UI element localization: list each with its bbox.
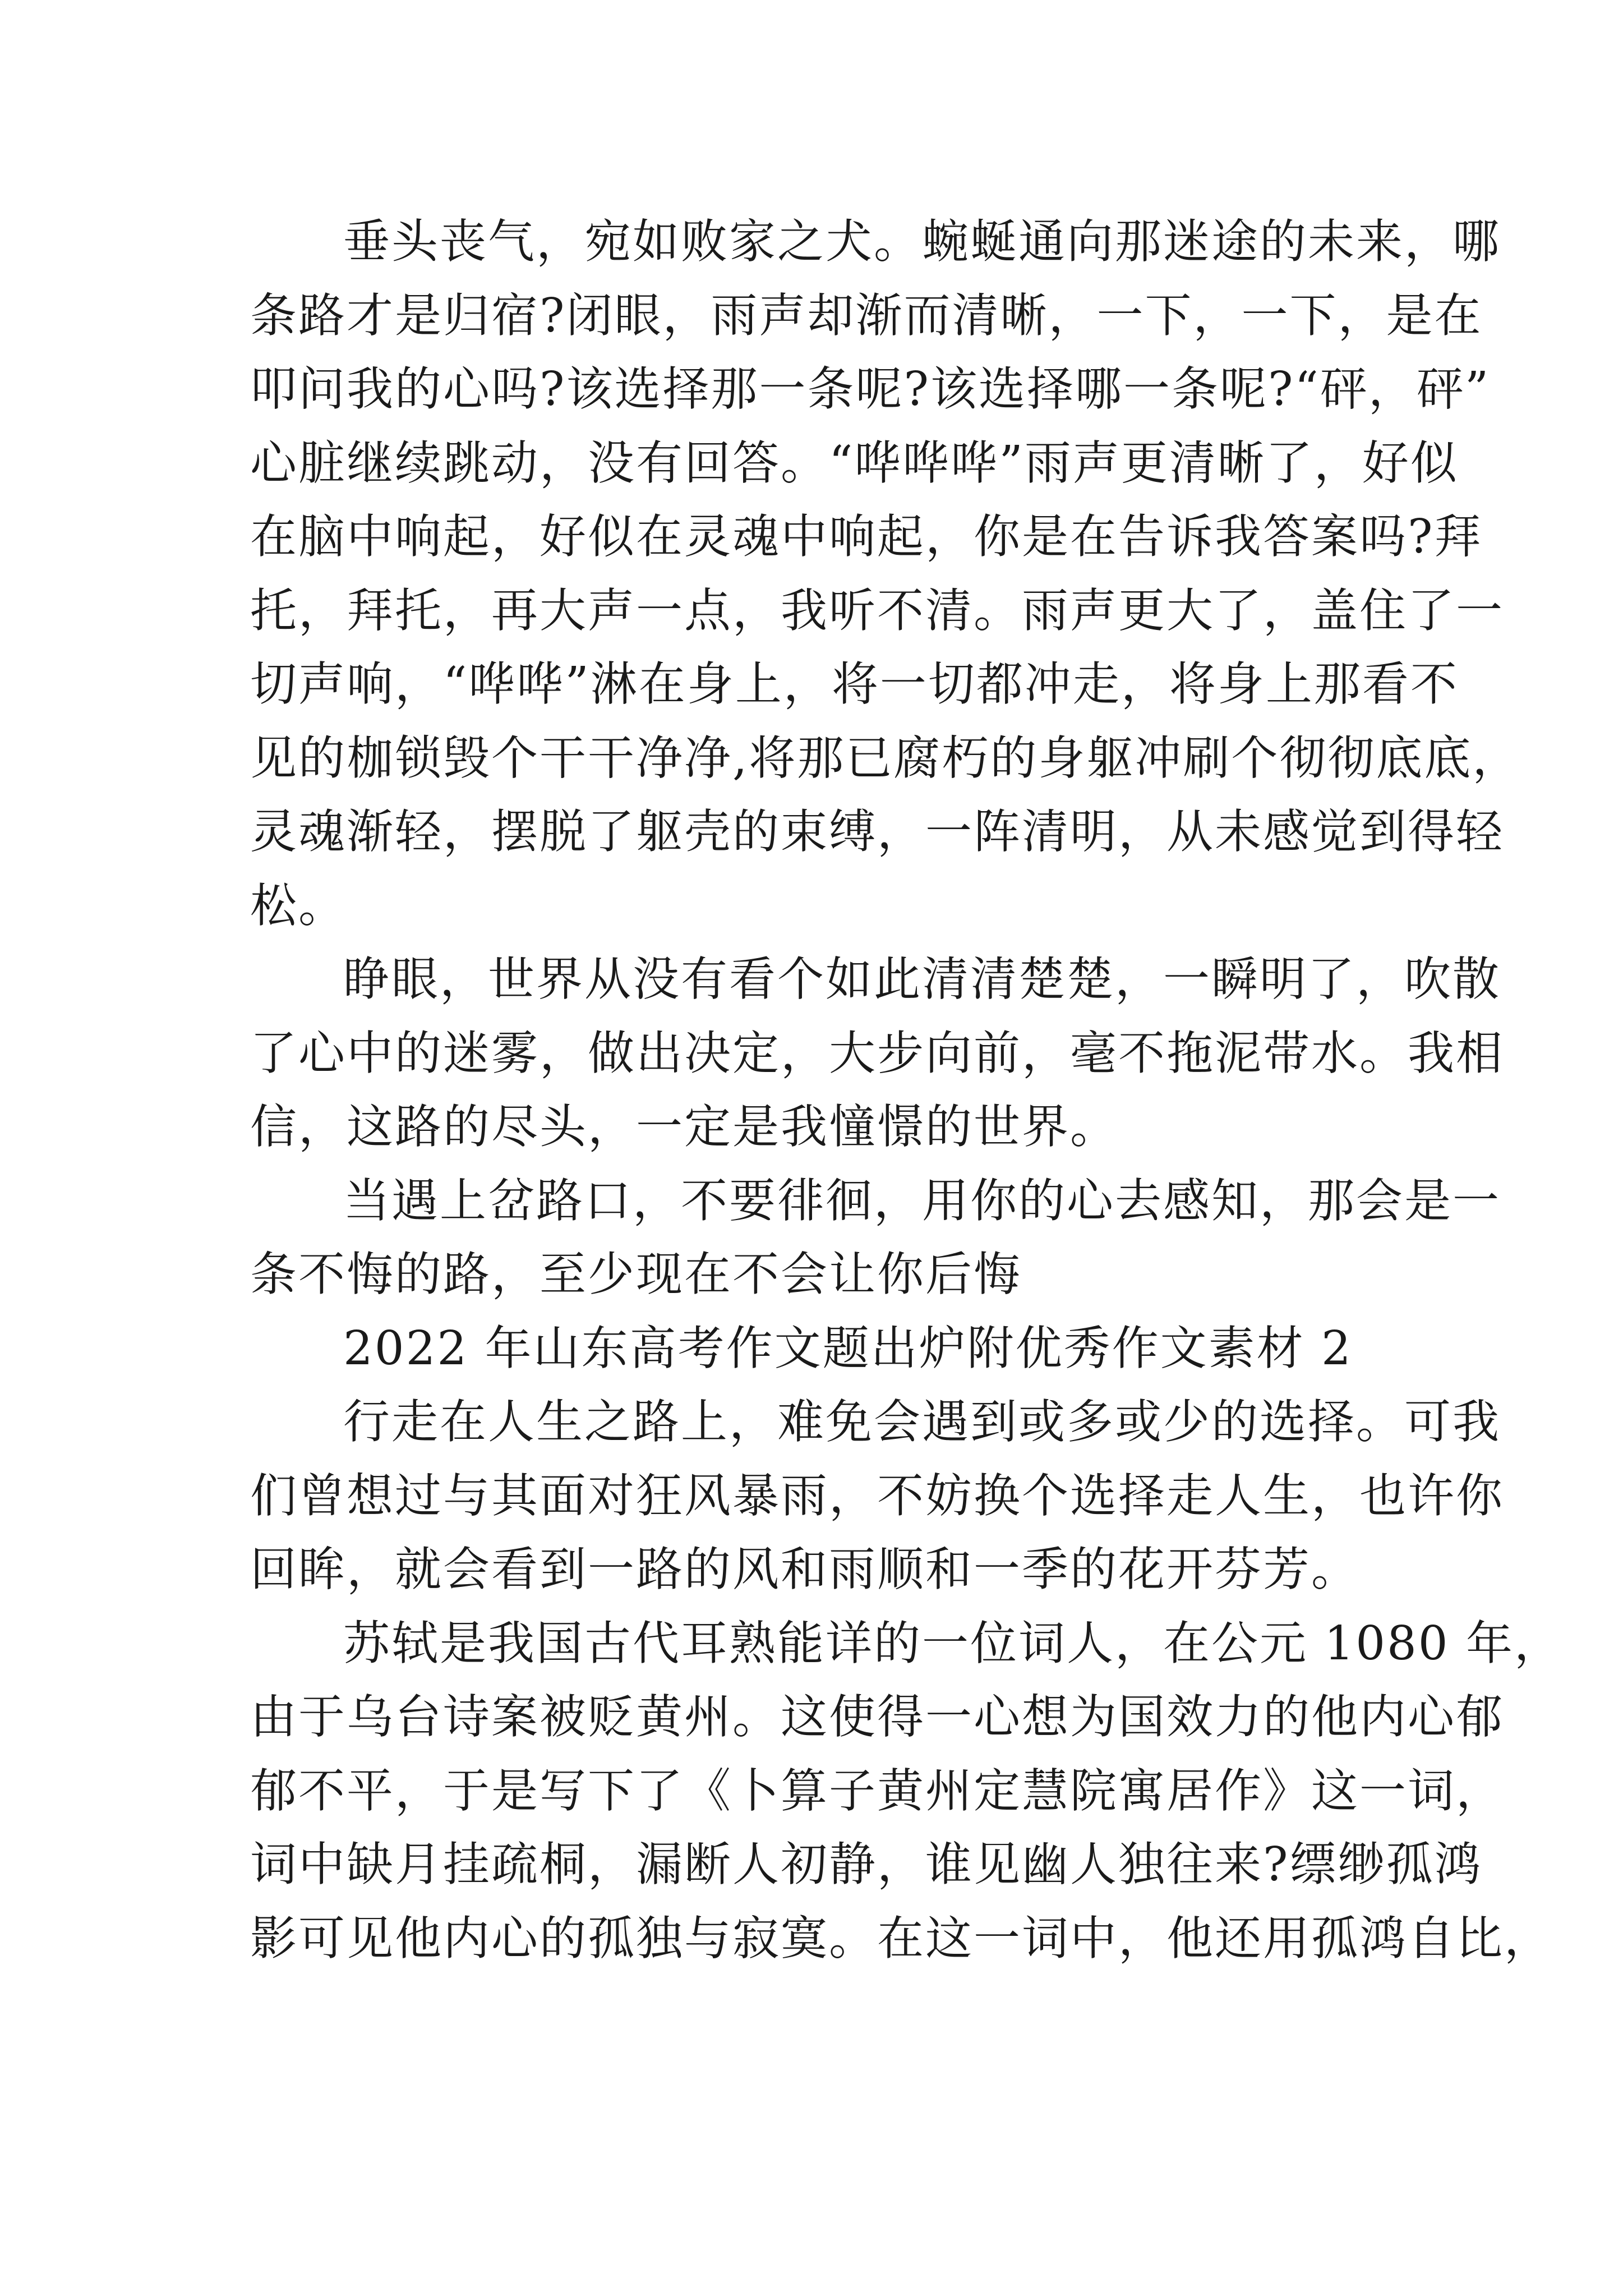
text-line: 当遇上岔路口，不要徘徊，用你的心去感知，那会是一: [343, 1173, 1501, 1228]
text-line: 叩问我的心吗?该选择那一条呢?该选择哪一条呢?“砰，砰”: [250, 362, 1491, 416]
paragraph: [250, 205, 1521, 942]
text-line: 在脑中响起，好似在灵魂中响起，你是在告诉我答案吗?拜: [250, 509, 1483, 564]
paragraph: [250, 1385, 1504, 1607]
paragraph: [250, 1164, 1501, 1312]
text-line: 们曾想过与其面对狂风暴雨，不妨换个选择走人生，也许你: [250, 1468, 1504, 1523]
text-line: 切声响，“哗哗”淋在身上，将一切都冲走，将身上那看不: [250, 657, 1459, 711]
text-line: 由于乌台诗案被贬黄州。这使得一心想为国效力的他内心郁: [250, 1690, 1504, 1744]
text-line: 影可见他内心的孤独与寂寞。在这一词中，他还用孤鸿自比，: [250, 1911, 1552, 1966]
paragraph: [250, 942, 1504, 1164]
text-line: 郁不平，于是写下了《卜算子黄州定慧院寓居作》这一词，: [250, 1763, 1504, 1818]
section-heading: [250, 1312, 1377, 1386]
text-line: 垂头丧气，宛如败家之犬。蜿蜒通向那迷途的未来，哪: [343, 214, 1501, 269]
text-line: 词中缺月挂疏桐，漏断人初静，谁见幽人独往来?缥缈孤鸿: [250, 1837, 1483, 1892]
text-line: 见的枷锁毁个干干净净,将那已腐朽的身躯冲刷个彻彻底底，: [250, 730, 1521, 785]
text-line: 了心中的迷雾，做出决定，大步向前，毫不拖泥带水。我相: [250, 1025, 1504, 1080]
heading-text: 2022 年山东高考作文题出炉附优秀作文素材 2: [343, 1320, 1353, 1375]
document-body: [250, 205, 1562, 1975]
text-line: 苏轼是我国古代耳熟能详的一位词人，在公元 1080 年，: [343, 1616, 1562, 1671]
text-line: 条不悔的路，至少现在不会让你后悔: [250, 1247, 1022, 1301]
text-line: 行走在人生之路上，难免会遇到或多或少的选择。可我: [343, 1395, 1501, 1449]
paragraph: [250, 1607, 1562, 1976]
text-line: 信，这路的尽头，一定是我憧憬的世界。: [250, 1099, 1118, 1154]
text-line: 松。: [250, 878, 347, 933]
text-line: 条路才是归宿?闭眼，雨声却渐而清晰，一下，一下，是在: [250, 288, 1483, 343]
text-line: 心脏继续跳动，没有回答。“哗哗哗”雨声更清晰了，好似: [250, 435, 1459, 490]
text-line: 回眸，就会看到一路的风和雨顺和一季的花开芬芳。: [250, 1542, 1359, 1596]
text-line: 睁眼，世界从没有看个如此清清楚楚，一瞬明了，吹散: [343, 952, 1501, 1006]
text-line: 托，拜托，再大声一点，我听不清。雨声更大了，盖住了一: [250, 583, 1504, 638]
text-line: 灵魂渐轻，摆脱了躯壳的束缚，一阵清明，从未感觉到得轻: [250, 804, 1504, 859]
